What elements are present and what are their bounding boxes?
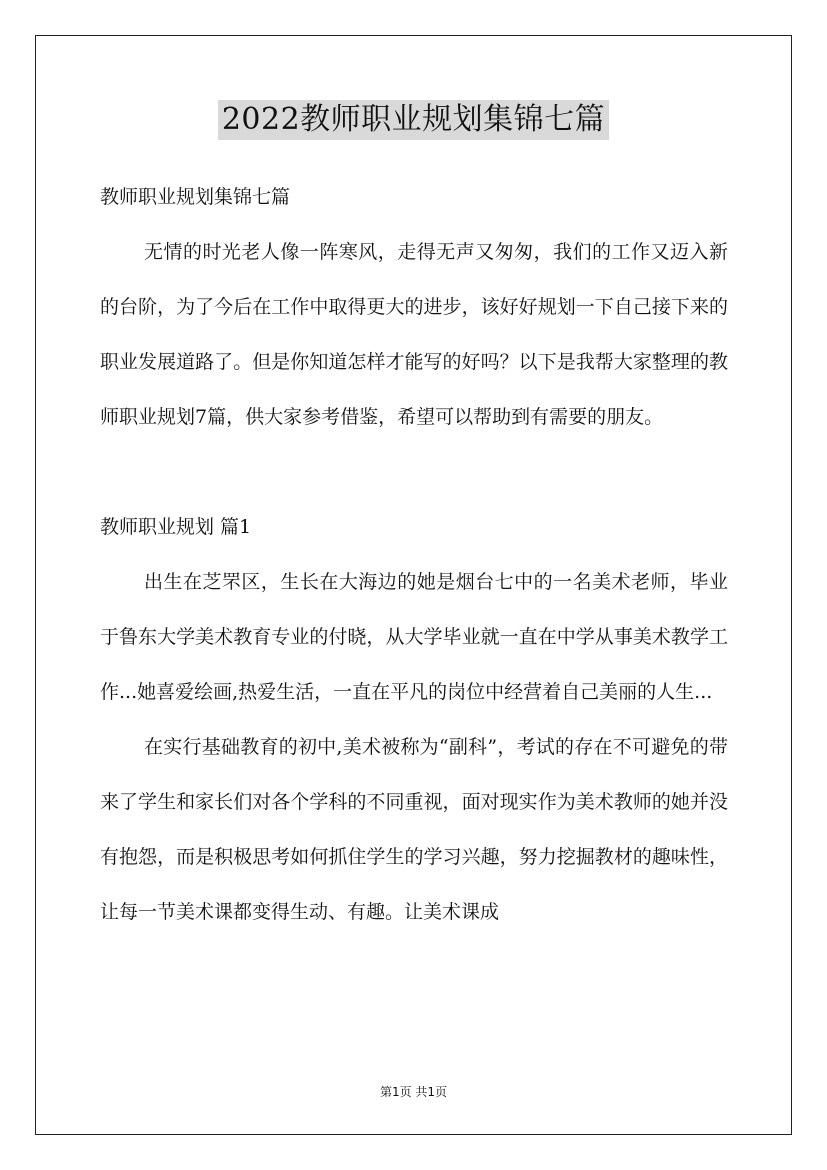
section-gap bbox=[100, 445, 728, 500]
section-heading: 教师职业规划 篇1 bbox=[100, 516, 252, 538]
document-subtitle: 教师职业规划集锦七篇 bbox=[100, 186, 291, 208]
title-container bbox=[0, 100, 827, 140]
document-title: 2022教师职业规划集锦七篇 bbox=[218, 100, 609, 140]
body-paragraph: 出生在芝罘区，生长在大海边的她是烟台七中的一名美术老师，毕业于鲁东大学美术教育专业的付晓，从大学毕业就一直在中学从事美术教学工作...她喜爱绘画,热爱生活，一直在平凡的岗位中经营着自己美丽的人生... bbox=[100, 571, 728, 703]
intro-paragraph: 无情的时光老人像一阵寒风，走得无声又匆匆，我们的工作又迈入新的台阶，为了今后在工作中取得更大的进步，该好好规划一下自己接下来的职业发展道路了。但是你知道怎样才能写的好吗？以下是我帮大家整理的教师职业规划7篇，供大家参考借鉴，希望可以帮助到有需要的朋友。 bbox=[100, 241, 728, 428]
document-body bbox=[100, 170, 728, 940]
body-paragraph: 在实行基础教育的初中,美术被称为“副科”，考试的存在不可避免的带来了学生和家长们对各个学科的不同重视，面对现实作为美术教师的她并没有抱怨，而是积极思考如何抓住学生的学习兴趣，努力挖掘教材的趣味性，让每一节美术课都变得生动、有趣。让美术课成 bbox=[100, 736, 728, 923]
page-footer: 第1页 共1页 bbox=[379, 1085, 448, 1099]
